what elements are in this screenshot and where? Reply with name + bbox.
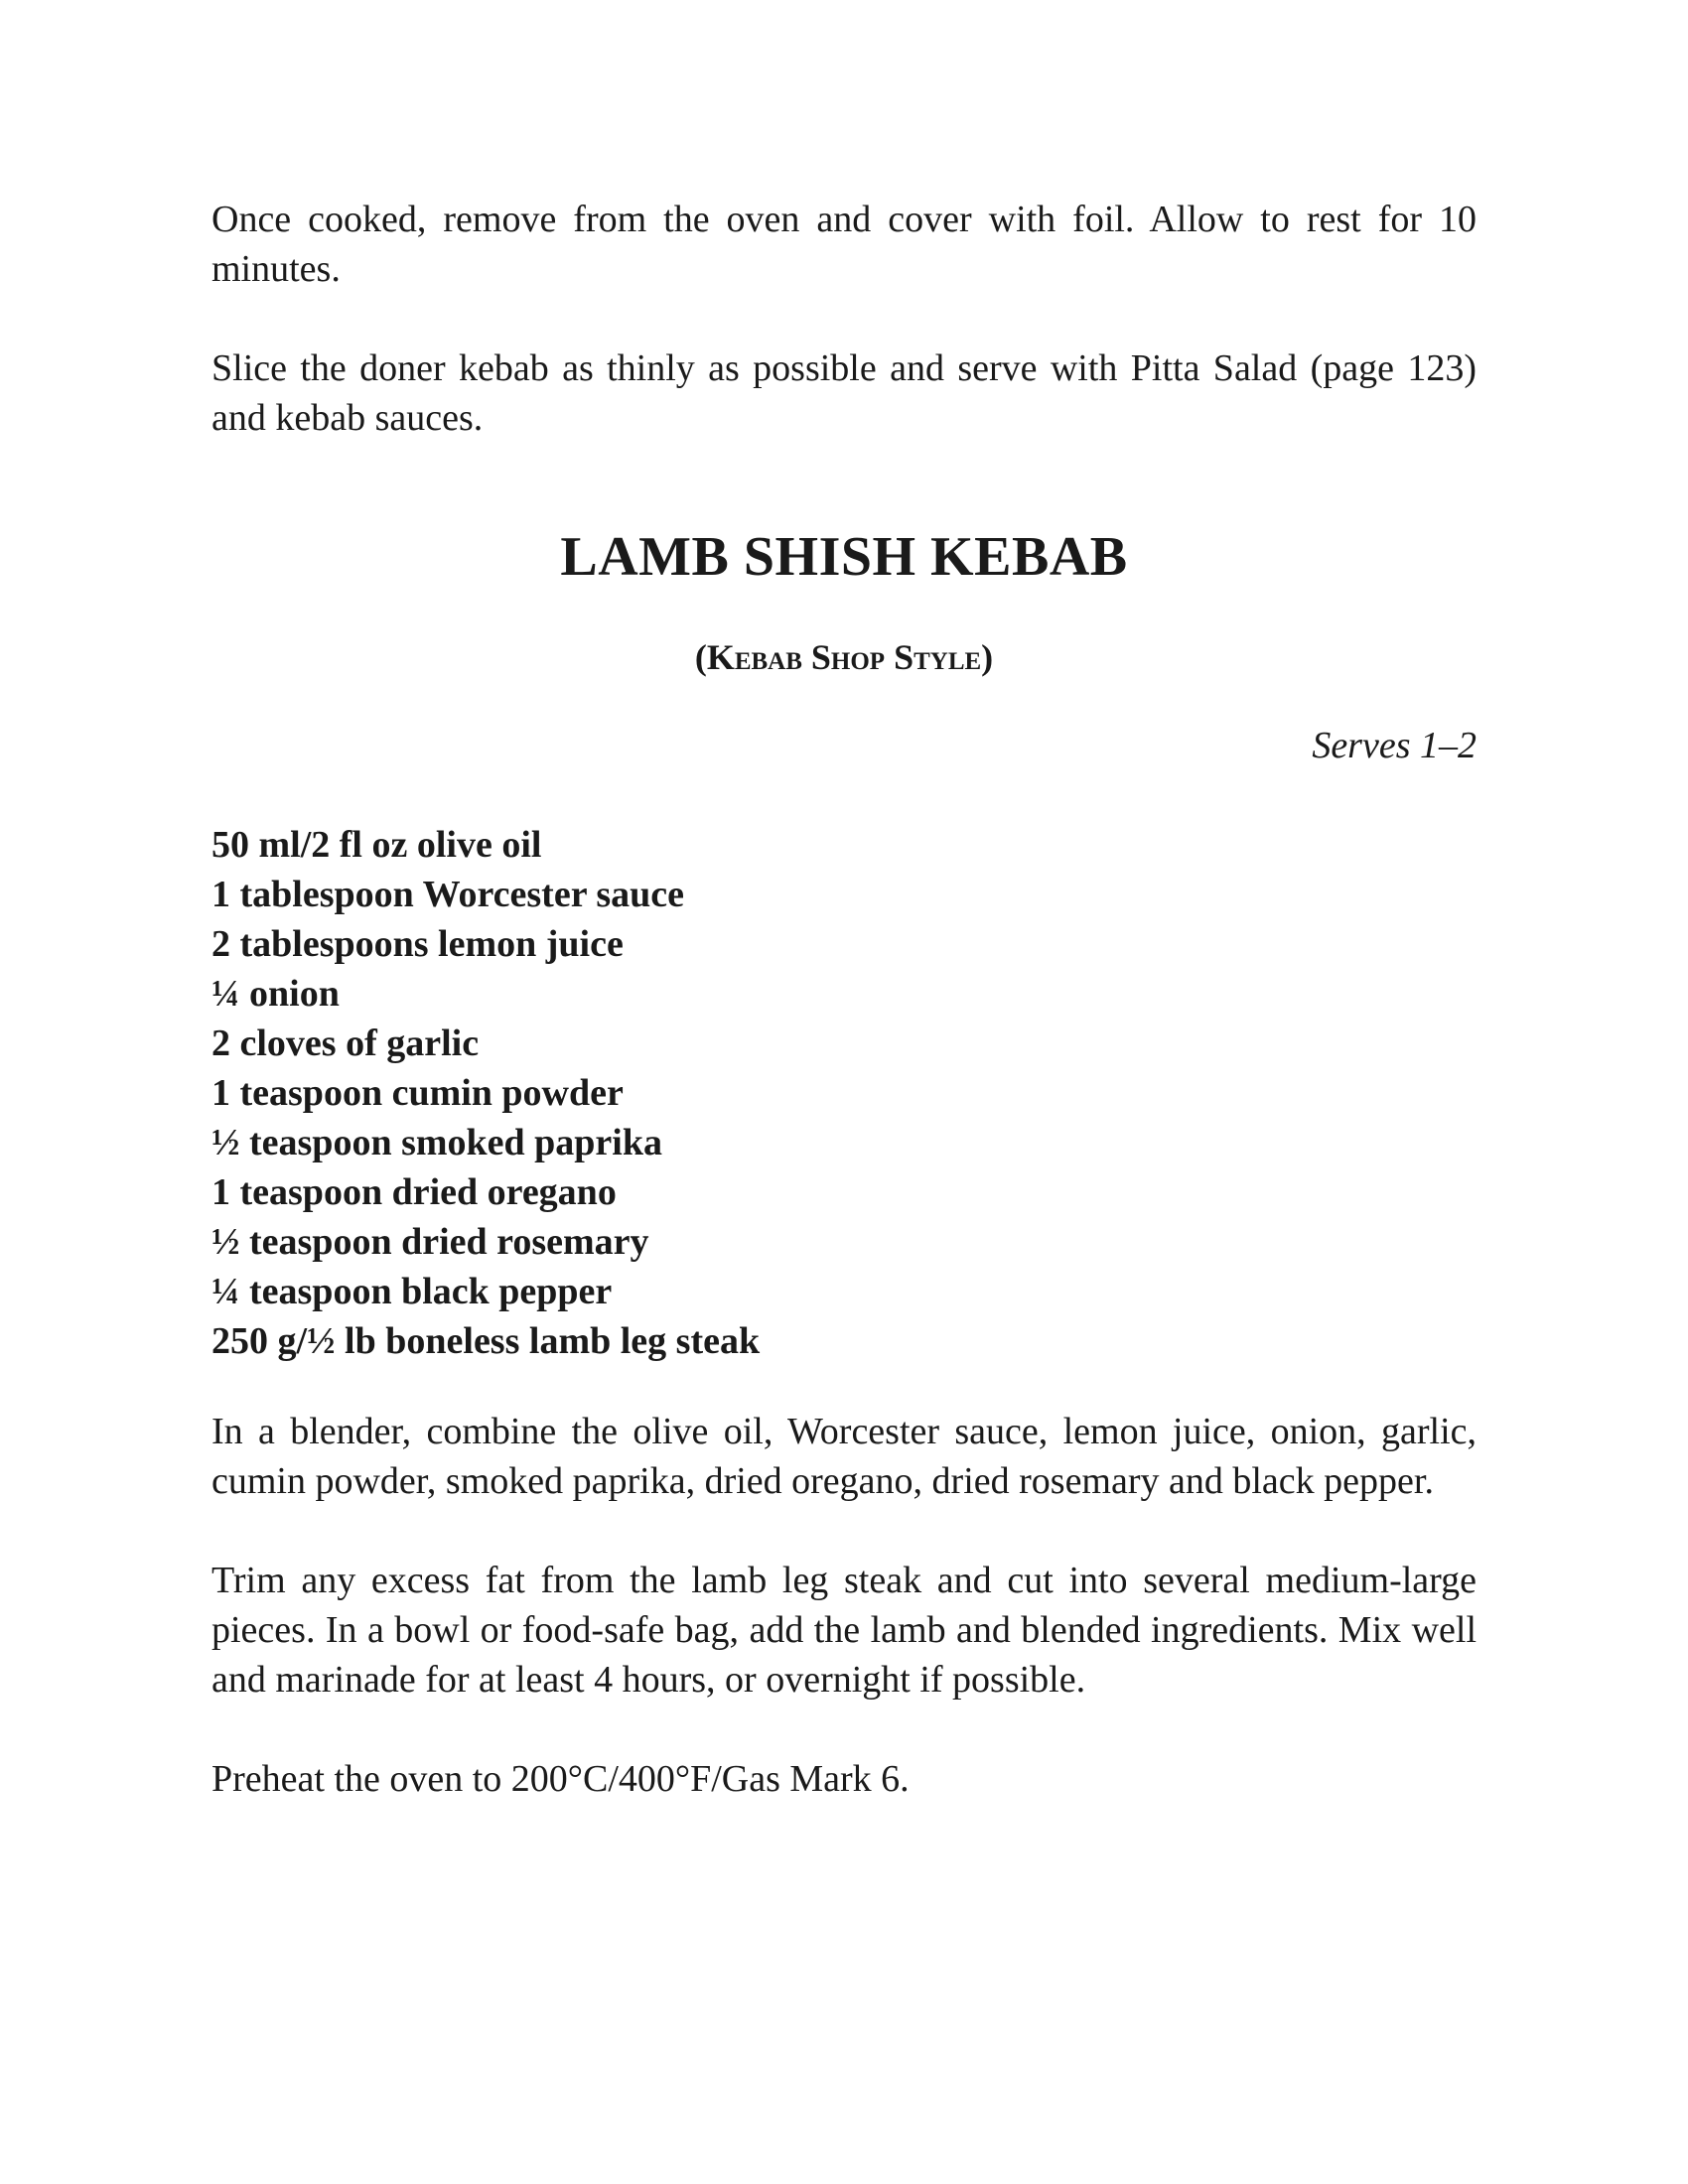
ingredient-item: 2 tablespoons lemon juice <box>211 923 624 965</box>
method-step: Preheat the oven to 200°C/400°F/Gas Mark 6. <box>211 1758 910 1800</box>
intro-paragraph: Once cooked, remove from the oven and cover with foil. Allow to rest for 10 minutes. <box>211 199 1477 290</box>
recipe-page <box>211 195 1477 1804</box>
recipe-title: LAMB SHISH KEBAB <box>560 526 1128 588</box>
serves-note: Serves 1–2 <box>1312 725 1477 766</box>
recipe-subtitle: (Kebab Shop Style) <box>694 637 994 677</box>
ingredient-item: 1 tablespoon Worcester sauce <box>211 874 685 915</box>
ingredient-item: 50 ml/2 fl oz olive oil <box>211 824 542 866</box>
ingredient-item: 2 cloves of garlic <box>211 1023 480 1064</box>
method-step: Trim any excess fat from the lamb leg steak and cut into several medium-large pieces. In a bowl or food-safe bag, add the lamb and blended ingredients. Mix well and marinade for at least 4 hours, or overnight if possible. <box>211 1560 1477 1701</box>
method-step: In a blender, combine the olive oil, Worcester sauce, lemon juice, onion, garlic, cumin powder, smoked paprika, dried oregano, dried rosemary and black pepper. <box>211 1411 1477 1502</box>
intro-paragraph: Slice the doner kebab as thinly as possible and serve with Pitta Salad (page 123) and kebab sauces. <box>211 347 1477 439</box>
ingredient-item: 250 g/½ lb boneless lamb leg steak <box>211 1320 761 1362</box>
ingredient-item: ½ teaspoon dried rosemary <box>211 1221 649 1263</box>
ingredient-item: 1 teaspoon dried oregano <box>211 1171 617 1213</box>
ingredient-item: ¼ teaspoon black pepper <box>211 1271 613 1312</box>
ingredient-item: ½ teaspoon smoked paprika <box>211 1122 662 1163</box>
ingredient-item: 1 teaspoon cumin powder <box>211 1072 624 1114</box>
ingredient-item: ¼ onion <box>211 973 340 1015</box>
ingredients-list <box>211 820 1477 1366</box>
